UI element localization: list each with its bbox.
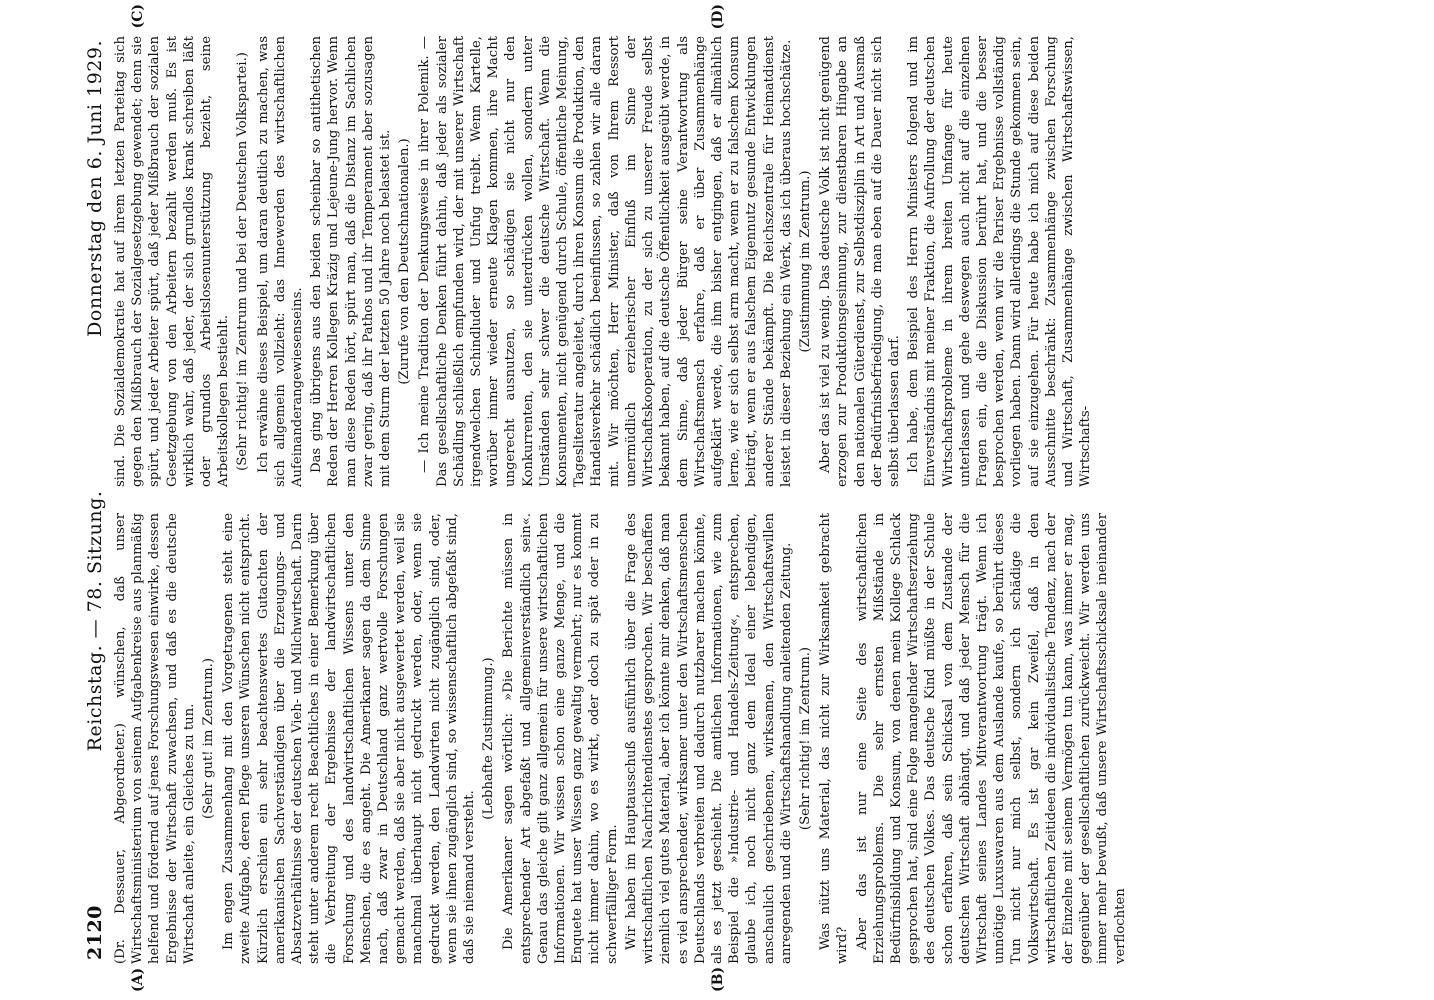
interjection: (Sehr gut! im Zentrum.) [201, 658, 217, 820]
page-header [84, 40, 110, 960]
session-title: Reichstag. — 78. Sitzung. [84, 490, 106, 752]
page-container [70, 0, 1400, 1000]
interjection: (Sehr richtig! im Zentrum und bei der Deutschen Volkspartei.) [235, 52, 251, 471]
session-date: Donnerstag den 6. Juni 1929. [84, 40, 106, 337]
paragraph: sind. Die Sozialdemokratie hat auf ihrem letzten Parteitag sich gegen den Mißbrauch der Sozialgesetzgebung gewendet; denn sie spürt, und jeder Arbeiter spürt, daß jeder Mißbrauch der sozialen Gesetzgebung von den Arbeitern bezahlt werden muß. Es ist wirklich wahr, daß jeder, der sich grundlos krank schreiben läßt oder grundlos Arbeitslosenunterstützung bezieht, seine Arbeitskollegen bestiehlt. [113, 36, 232, 487]
paragraph: Die Amerikaner sagen wörtlich: »Die Berichte müssen in entsprechender Art abgefaßt und allgemeinverständlich sein«. Genau das gleiche gilt ganz allgemein für unsere wirtschaftlichen Informationen. Wir wissen schon eine ganze Menge, und die Enquete hat unser Wissen ganz gewaltig vermehrt; nur es kommt nicht immer dahin, wo es wirkt, oder doch zu spät oder in zu schwerfälliger Form. [501, 513, 620, 964]
margin-mark-b: (B) [710, 966, 726, 992]
interjection: (Zurufe von den Deutschnationalen.) [397, 138, 413, 385]
paragraph: Ich habe, dem Beispiel des Herrn Ministers folgend und im Einverständnis mit meiner Fraktion, die Aufrollung der deutschen Wirtschaftsprobleme in ihrem breiten Umfange für heute unterlassen und gehe deswegen auch nicht auf die einzelnen Fragen ein, die die Diskussion berührt hat, und die besser besprochen werden, wenn wir die Pariser Ergebnisse vollständig vorliegen haben. Dann wird allerdings die Stunde gekommen sein, auf sie einzugehen. Für heute habe ich mich auf diese beiden Ausschnitte beschränkt: Zusammenhänge zwischen Forschung und Wirtschaft, Zusammenhänge zwischen Wirtschaftswissen, Wirtschafts- [906, 36, 1094, 487]
left-column [112, 513, 1380, 964]
paragraph: Ich erwähne dieses Beispiel, um daran deutlich zu machen, was sich allgemein vollzieht: das Innewerden des wirtschaftlichen Aufeinanderangewiesenseins. [255, 36, 306, 487]
paragraph: Aber das ist viel zu wenig. Das deutsche Volk ist nicht genügend erzogen zur Produktionsgesinnung, zur dienstbaren Hingabe an den nationalen Güterdienst, zur Selbstdisziplin in Art und Ausmaß der Bedürfnisbefriedigung, die man eben auf die Dauer nicht sich selbst überlassen darf. [818, 36, 902, 487]
page-number: 2120 [84, 905, 106, 960]
margin-mark-c: (C) [130, 4, 146, 29]
paragraph: Aber das ist nur eine Seite des wirtschaftlichen Erziehungsproblems. Die sehr ernsten Mißstände in Bedürfnisbildung und Konsum, von denen mein Kollege Schlack gesprochen hat, sind eine Folge mangelnder Wirtschaftserziehung des deutschen Volkes. Das deutsche Kind müßte in der Schule schon erfahren, daß sein Schicksal von dem Zustande der deutschen Wirtschaft abhängt, und daß jeder Mensch für die Wirtschaft seines Landes Mitverantwortung trägt. Wenn ich unnötige Luxuswaren aus dem Auslande kaufe, so berührt dieses Tun nicht nur mich selbst, sondern ich schädige die Volkswirtschaft. Es ist gar kein Zweifel, daß in den wirtschaftlichen Zeitideen die individualistische Tendenz, nach der der Einzelne mit seinem Vermögen tun kann, was immer er mag, gegenüber der gesellschaftlichen zurückweicht. Wir werden uns immer mehr bewußt, daß unsere Wirtschaftsschicksale ineinander verflochten [854, 513, 1128, 964]
paragraph: — Ich meine Tradition der Denkungsweise in ihrer Polemik. — Das gesellschaftliche Denken führt dahin, daß jeder als sozialer Schädling schließlich empfunden wird, der mit unserer Wirtschaft irgendwelchen Schindluder und Unfug treibt. Wenn Kartelle, worüber immer wieder erneute Klagen kommen, ihre Macht ungerecht ausnutzen, so schädigen sie nicht nur den Konkurrenten, den sie unterdrücken wollen, sondern unter Umständen sehr schwer die deutsche Wirtschaft. Wenn die Konsumenten, nicht genügend durch Schule, öffentliche Meinung, Tagesliteratur angeleitet, durch ihren Konsum die Produktion, den Handelsverkehr schädlich beeinflussen, so zahlen wir alle daran mit. Wir möchten, Herr Minister, daß von Ihrem Ressort unermüdlich erzieherischer Einfluß im Sinne der Wirtschaftskooperation, zu der sich zu unserer Freude selbst bekannt haben, auf die deutsche Öffentlichkeit ausgeübt werde, in dem Sinne, daß jeder Bürger seine Verantwortung als Wirtschaftsmensch erfahre, daß er über Zusammenhänge aufgeklärt werde, die ihm bisher entgingen, daß er allmählich lerne, wie er sich selbst arm macht, wenn er zu falschem Konsum beiträgt, wenn er aus falschem Eigennutz gesunde Entwicklungen anderer Stände bekämpft. Die Reichszentrale für Heimatdienst leistet in dieser Beziehung ein Werk, das ich überaus hochschätze. [417, 36, 794, 487]
paragraph: Was nützt uns Material, das nicht zur Wirksamkeit gebracht wird? [818, 513, 851, 964]
digitization-credit [1412, 0, 1432, 1000]
right-column [112, 36, 1380, 487]
document-page [70, 0, 1400, 1000]
paragraph: Das ging übrigens aus den beiden scheinbar so antithetischen Reden der Herren Kollegen Kräzig und Lejeune-Jung hervor. Wenn man diese Reden hört, spürt man, daß die Distanz im Sachlichen zwar gering, daß ihr Pathos und ihr Temperament aber sozusagen mit dem Sturm der letzten 50 Jahre noch belastet ist. [309, 36, 394, 487]
paragraph: (Dr. Dessauer, Abgeordneter.) wünschen, daß unser Wirtschaftsministerium von seinem Aufgabenkreise aus planmäßig helfend und fördernd auf jenes Forschungswesen einwirke, dessen Ergebnisse der Wirtschaft zuwachsen, und daß es die deutsche Wirtschaft anleite, ein Gleiches zu tun. [113, 513, 197, 964]
paragraph: Wir haben im Hauptausschuß ausführlich über die Frage des wirtschaftlichen Nachrichtendienstes gesprochen. Wir beschaffen ziemlich viel gutes Material, aber ich könnte mir denken, daß man es viel ansprechender, wirksamer unter den Wirtschaftsmenschen Deutschlands verbreiten und dadurch nutzbarer machen könnte, als es jetzt geschieht. Die amtlichen Informationen, wie zum Beispiel die »Industrie- und Handels-Zeitung«, entsprechen, glaube ich, noch nicht ganz dem Ideal einer lebendigen, anschaulich geschriebenen, wirksamen, den Wirtschaftswillen anregenden und die Wirtschaftshandlung anleitenden Zeitung. [623, 513, 794, 964]
margin-mark-a: (A) [130, 967, 146, 992]
interjection: (Lebhafte Zustimmung.) [481, 657, 497, 820]
margin-mark-d: (D) [710, 4, 726, 30]
text-columns [112, 36, 1380, 964]
interjection: (Sehr richtig! im Zentrum.) [797, 646, 813, 831]
interjection: (Zustimmung im Zentrum.) [797, 170, 813, 353]
paragraph: Im engen Zusammenhang mit den Vorgetragenen steht eine zweite Aufgabe, deren Pflege unseren Wünschen nicht entspricht. Kürzlich erschien ein sehr beachtenswertes Gutachten der amerikanischen Sachverständigen über die Erzeugungs- und Absatzverhältnisse der deutschen Vieh- und Milchwirtschaft. Darin steht unter anderem recht Beachtliches in einer Bemerkung über die Verbreitung der Ergebnisse der landwirtschaftlichen Forschung und des landwirtschaftlichen Wissens unter den Menschen, die es angeht. Die Amerikaner sagen da dem Sinne nach, daß zwar in Deutschland ganz wertvolle Forschungen gemacht werden, daß sie aber nicht ausgewertet werden, weil sie manchmal überhaupt nicht gedruckt werden, oder, wenn sie gedruckt werden, den Landwirten nicht zugänglich sind, oder, wenn sie ihnen zugänglich sind, so wissenschaftlich abgefaßt sind, daß sie niemand versteht. [221, 513, 478, 964]
